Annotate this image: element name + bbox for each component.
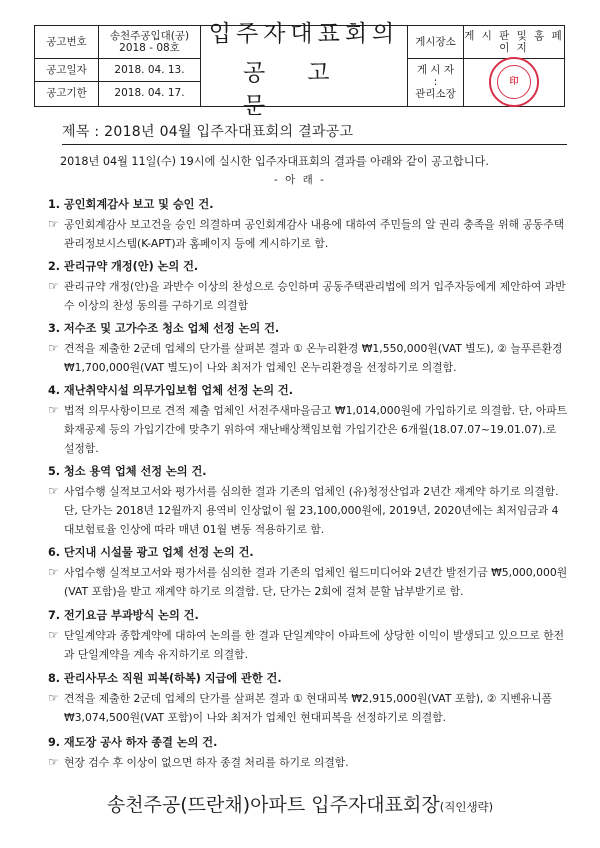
agenda-item-body-text: 법적 의무사항이므로 견적 제출 업체인 서전주새마을금고 ₩1,014,000원에 가입하기로 의결함. 단, 아파트 화재공제 등의 가입기간에 맞추기 위하여 재난배상책임보험 가입기간은 6개월(18.07.07~19.01.07).로 설정함.	[64, 404, 568, 455]
intro-text: 2018년 04월 11일(수) 19시에 실시한 입주자대표회의 결과를 아래와 같이 공고합니다.	[60, 155, 489, 168]
notice-number-label: 공고번호	[35, 26, 98, 59]
signature-line	[0, 790, 600, 817]
agenda-item-1	[48, 196, 568, 253]
notice-header-table	[34, 20, 565, 119]
notice-number-value-line1: 송천주공입대(공)	[109, 29, 190, 42]
document-title	[201, 20, 408, 119]
agenda-item-body-text: 공인회계감사 보고건을 승인 의결하며 공인회계감사 내용에 대하여 주민들의 알 권리 충족을 위해 공동주택관리정보시스템(K-APT)과 홈페이지 등에 게시하기로 함.	[64, 218, 565, 250]
header-label-column	[35, 26, 99, 106]
agenda-item-body-text: 사업수행 실적보고서와 평가서를 심의한 결과 기존의 업체인 월드미디어와 2년간 발전기금 ₩5,000,000원(VAT 포함)을 받고 재계약 하기로 의결함. 단, 단가는 2회에 걸쳐 분할 납부받기로 함.	[64, 566, 568, 598]
subject-bar	[62, 118, 567, 145]
document-title-line2: 공고문	[243, 59, 372, 119]
pointing-hand-icon: ☞	[48, 217, 59, 231]
agenda-item-4	[48, 382, 568, 458]
pointing-hand-icon: ☞	[48, 403, 59, 417]
header-post-value-column	[464, 26, 564, 106]
poster-label-line2: :	[433, 75, 438, 88]
agenda-item-8	[48, 670, 568, 727]
notice-date-value: 2018. 04. 13.	[99, 59, 200, 82]
agenda-item-body	[48, 215, 568, 253]
agenda-item-body	[48, 401, 568, 458]
pointing-hand-icon: ☞	[48, 484, 59, 498]
post-place-label: 게시장소	[408, 26, 463, 59]
agenda-item-body-text: 견적을 제출한 2군데 업체의 단가를 살펴본 결과 ① 현대피복 ₩2,915,000원(VAT 포함), ② 지벤유니폼 ₩3,074,500원(VAT 포함)이 나와 최저가 업체인 현대피복을 선정하기로 의결함.	[64, 692, 553, 724]
signature-main: 송천주공(뜨란채)아파트 입주자대표회장	[106, 794, 440, 816]
agenda-item-title: 4. 재난취약시설 의무가입보험 업체 선정 논의 건.	[48, 384, 293, 397]
notice-deadline-value: 2018. 04. 17.	[114, 87, 185, 100]
agenda-item-body-text: 관리규약 개정(안)을 과반수 이상의 찬성으로 승인하며 공동주택관리법에 의거 입주자등에게 제안하여 과반수 이상의 찬성 동의를 구하기로 의결함	[64, 280, 566, 312]
agenda-item-body-text: 견적을 제출한 2군데 업체의 단가를 살펴본 결과 ① 온누리환경 ₩1,550,000원(VAT 별도), ② 늘푸른환경 ₩1,700,000원(VAT 별도)이 나와 최저가 업체인 온누리환경을 선정하기로 의결함.	[64, 342, 563, 374]
notice-date-label: 공고일자	[35, 59, 98, 82]
agenda-item-title: 3. 저수조 및 고가수조 청소 업체 선정 논의 건.	[48, 322, 280, 335]
agenda-item-body-text: 현장 검수 후 이상이 없으면 하자 종결 처리를 하기로 의결함.	[64, 756, 349, 769]
agenda-item-body-text: 사업수행 실적보고서와 평가서를 심의한 결과 기존의 업체인 (유)청정산업과 2년간 재계약 하기로 의결함. 단, 단가는 2018년 12월까지 용역비 인상없이 월 23,100,000원에, 2019년, 2020년에는 최저임금과 4대보험료율 인상에 따라 매년 01월 변동 적용하기로 함.	[64, 485, 559, 536]
seal-cell	[464, 59, 564, 105]
agenda-item-7	[48, 607, 568, 664]
pointing-hand-icon: ☞	[48, 341, 59, 355]
poster-label-line1: 게 시 자	[416, 63, 455, 76]
agenda-item-body	[48, 277, 568, 315]
agenda-item-3	[48, 320, 568, 377]
header-value-column	[99, 26, 201, 106]
agenda-item-body	[48, 482, 568, 539]
agenda-item-body	[48, 626, 568, 664]
document-title-line1: 입주자대표회의	[208, 20, 400, 47]
pointing-hand-icon: ☞	[48, 628, 59, 642]
poster-label	[408, 59, 463, 105]
notice-deadline-label: 공고기한	[46, 87, 87, 100]
agenda-item-body	[48, 339, 568, 377]
agenda-item-body-text: 단일계약과 종합계약에 대하여 논의를 한 결과 단일계약이 아파트에 상당한 이익이 발생되고 있으므로 한전과 단일계약을 계속 유지하기로 의결함.	[64, 629, 565, 661]
notice-number-value	[99, 26, 200, 59]
agenda-item-5	[48, 463, 568, 539]
below-heading: - 아 래 -	[274, 174, 326, 186]
agenda-item-2	[48, 258, 568, 315]
agenda-item-title: 1. 공인회계감사 보고 및 승인 건.	[48, 198, 214, 211]
pointing-hand-icon: ☞	[48, 755, 59, 769]
official-seal-icon	[489, 57, 539, 107]
agenda-item-title: 8. 관리사무소 직원 피복(하복) 지급에 관한 건.	[48, 672, 282, 685]
pointing-hand-icon: ☞	[48, 279, 59, 293]
notice-number-value-line2: 2018 - 08호	[119, 42, 180, 54]
agenda-item-body	[48, 753, 568, 772]
agenda-item-title: 9. 재도장 공사 하자 종결 논의 건.	[48, 736, 218, 749]
seal-glyph: 印	[509, 76, 519, 87]
agenda-item-title: 6. 단지내 시설물 광고 업체 선정 논의 건.	[48, 546, 254, 559]
agenda-item-body	[48, 563, 568, 601]
agenda-item-title: 5. 청소 용역 업체 선정 논의 건.	[48, 465, 207, 478]
agenda-item-9	[48, 734, 568, 772]
pointing-hand-icon: ☞	[48, 565, 59, 579]
official-seal-inner	[497, 65, 531, 99]
pointing-hand-icon: ☞	[48, 691, 59, 705]
agenda-item-title: 7. 전기요금 부과방식 논의 건.	[48, 609, 199, 622]
agenda-item-body	[48, 689, 568, 727]
signature-note: (직인생략)	[439, 800, 494, 814]
agenda-item-6	[48, 544, 568, 601]
subject-text: 제목 : 2018년 04월 입주자대표회의 결과공고	[62, 124, 354, 140]
agenda-item-title: 2. 관리규약 개정(안) 논의 건.	[48, 260, 199, 273]
header-post-label-column	[408, 26, 464, 106]
post-place-value: 게 시 판 및 홈 페 이 지	[464, 26, 564, 59]
poster-label-line3: 관리소장	[415, 88, 456, 101]
